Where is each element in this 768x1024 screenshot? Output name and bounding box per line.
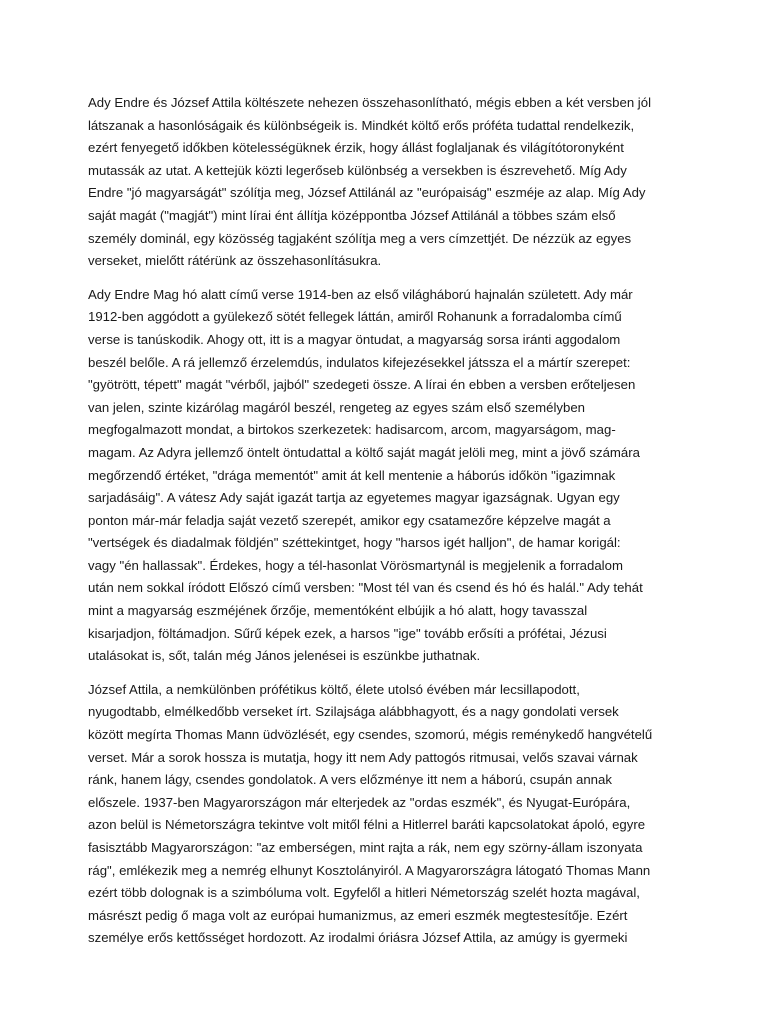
paragraph-intro: Ady Endre és József Attila költészete nehezen összehasonlítható, mégis ebben a két versben jól látszanak a hasonlóságaik és különbségeik is. Mindkét költő erős próféta tudattal rendelkezik, ezért fenyegető időkben kötelességüknek érzik, hogy állást foglaljanak és világítótoronyként mutassák az utat. A kettejük közti legerőseb különbség a versekben is észrevehető. Míg Ady Endre "jó magyarságát" szólítja meg, József Attilánál az "európaiság" eszméje az alap. Míg Ady saját magát ("magját") mint lírai ént állítja középpontba József Attilánál a többes szám első személy dominál, egy közösség tagjaként szólítja meg a vers címzettjét. De nézzük az egyes verseket, mielőtt rátérünk az összehasonlításukra. (88, 95, 652, 269)
document-body (88, 92, 690, 961)
paragraph-ady-mag-ho-alatt: Ady Endre Mag hó alatt című verse 1914-ben az első világháború hajnalán született. Ady már 1912-ben aggódott a gyülekező sötét fellegek láttán, amiről Rohanunk a forradalomba című verse is tanúskodik. Ahogy ott, itt is a magyar öntudat, a magyarság sorsa iránti aggodalom beszél belőle. A rá jellemző érzelemdús, indulatos kifejezésekkel játssza el a mártír szerepet: "gyötrött, tépett" magát "vérből, jajból" szedegeti össze. A lírai én ebben a versben erőteljesen van jelen, szinte kizárólag magáról beszél, rengeteg az egyes szám első személyben megfogalmazott mondat, a birtokos szerkezetek: hadisarcom, arcom, magyarságom, mag- magam. Az Adyra jellemző öntelt öntudattal a költő saját magát jelöli meg, mint a jövő számára megőrzendő értéket, "drága mementót" amit át kell mentenie a háborús időkön "igazimnak sarjadásáig". A vátesz Ady saját igazát tartja az egyetemes magyar igazságnak. Ugyan egy ponton már-már feladja saját vezető szerepét, amikor egy csatamezőre képzelve magát a "vertségek és diadalmak földjén" széttekintget, hogy "harsos igét halljon", de hamar korigál: vagy "én hallassak". Érdekes, hogy a tél-hasonlat Vörösmartynál is megjelenik a forradalom után nem sokkal íródott Előszó című versben: "Most tél van és csend és hó és halál." Ady tehát mint a magyarság eszméjének őrzője, mementóként elbújik a hó alatt, hogy tavasszal kisarjadjon, föltámadjon. Sűrű képek ezek, a harsos "ige" tovább erősíti a prófétai, Jézusi utalásokat is, sőt, talán még János jelenései is eszünkbe juthatnak. (88, 286, 643, 664)
paragraph-jozsef-attila: József Attila, a nemkülönben prófétikus költő, élete utolsó évében már lecsillapodott, nyugodtabb, elmélkedőbb verseket írt. Szilajsága alábbhagyott, és a nagy gondolati versek között megírta Thomas Mann üdvözlését, egy csendes, szomorú, mégis reménykedő hangvételű verset. Már a sorok hossza is mutatja, hogy itt nem Ady pattogós ritmusai, velős szavai várnak ránk, hanem lágy, csendes gondolatok. A vers előzménye itt nem a háború, csupán annak előszele. 1937-ben Magyarországon már elterjedek az "ordas eszmék", és Nyugat-Európára, azon belül is Németországra tekintve volt mitől félni a Hitlerrel baráti kapcsolatokat ápoló, egyre fasisztább Magyarországon: "az emberségen, mint rajta a rák, nem egy szörny-állam iszonyata rág", emlékezik meg a nemrég elhunyt Kosztolányiról. A Magyarországra látogató Thomas Mann ezért több dolognak is a szimbóluma volt. Egyfelől a hitleri Németország szelét hozta magával, másrészt pedig ő maga volt az európai humanizmus, az emeri eszmék megtestesítője. Ezért személye erős kettősséget hordozott. Az irodalmi óriásra József Attila, az amúgy is gyermeki (88, 681, 653, 946)
